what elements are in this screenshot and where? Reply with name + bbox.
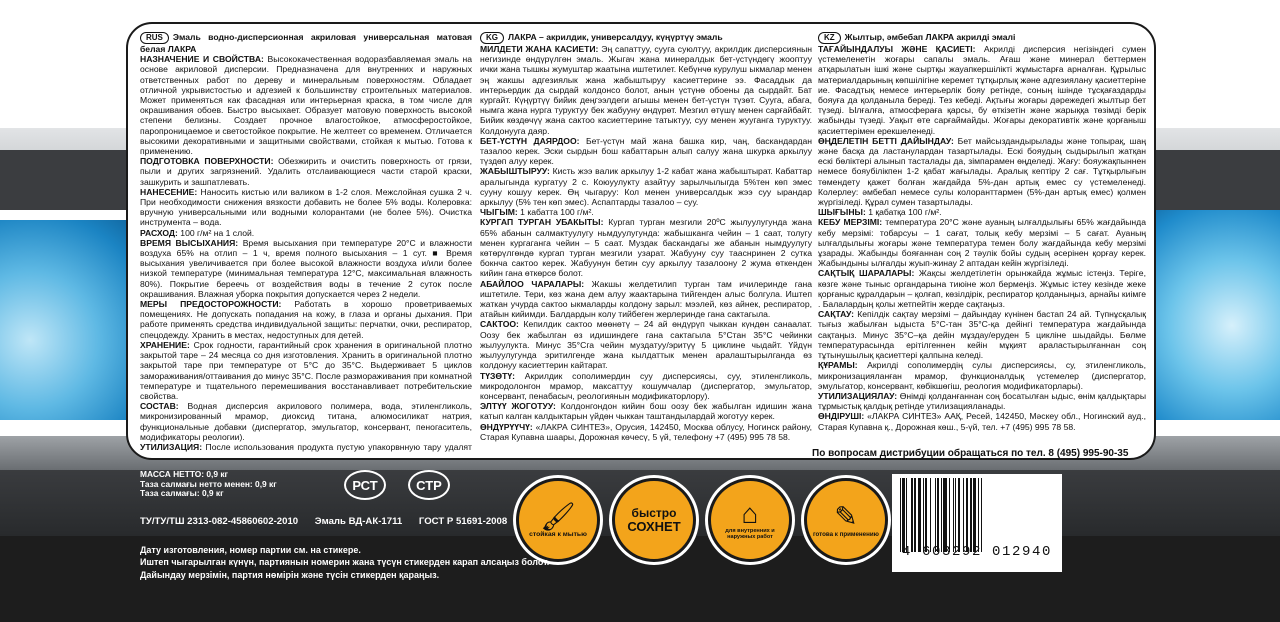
paragraphs-kz xyxy=(818,44,1146,432)
paragraph-heading-ru: ХРАНЕНИЕ: xyxy=(140,339,190,350)
house-icon: ⌂ xyxy=(741,497,759,529)
paragraph-heading-ru: ПОДГОТОВКА ПОВЕРХНОСТИ: xyxy=(140,156,274,167)
paragraph-heading-kg: ЭЛТҮҮ ЖОГОТУУ: xyxy=(480,401,556,412)
barcode-number: 4 603292 012940 xyxy=(901,544,1053,560)
barcode-bars xyxy=(900,478,1054,552)
paragraph-ru xyxy=(140,187,472,228)
certification-mark-rst xyxy=(344,470,386,500)
paragraph-heading-kg: ӨНДҮРҮҮЧҮ: xyxy=(480,421,533,432)
paragraph-heading-kg: КУРГАП ТУРГАН УБАКЫТЫ: xyxy=(480,217,604,228)
paragraph-heading-ru: УТИЛИЗАЦИЯ: xyxy=(140,441,203,452)
badge-indoor-outdoor xyxy=(708,478,792,562)
paragraph-text-kz: Кепілдік сақтау мерзімі – дайындау күнінен бастап 24 ай. Түпнұсқалық тығыз жабылған ыдыста 5°С-тан 35°С-қа дейінгі температура жағдайында сақтаңыз. Минус 35°С–қа дейін мұздау/еруден 5 цикліне шыдайды. Бөлме температурасында ерітілгеннен кейін мұқият араластырылғаннан соң тұтынушылық қасиеттері қалпына келеді. xyxy=(818,309,1146,361)
paragraph-text-kg: Кургап турган мезгили 20ºС жылуулугунда жана 65% абанын салмактуулугу ньмдуулугунда: жабышканга чейин – 1 саат, толугу менен кургаганга чейин – 5 саат. Муздак баскандагы же абанын нымдуулугу көтөрүлгөндө кургап турган мезгили узарат. Жабууну суу тааснринен 2 сутка бокнча сактоо керек. Жабуунун бетин суу аркылуу тазалоону 2 жума өткенден кийин гана өткөрсө болот. xyxy=(480,217,812,279)
net-mass-block xyxy=(140,470,277,499)
paragraph-text-ru: Время высыхания при температуре 20°С и влажности воздуха 65% на отлип – 1 ч, время полного высыхания – 1 сут. ■ Время высыхания увеличивается при более высокой влажности воздуха и/или более низкой температуре (минимальная температура 12°С, максимальная влажность 80%). Покрытие береечь от воздействия воды в течение 2 суток после окрашивания. Влажная уборка покрытия допускается через 2 недели. xyxy=(140,237,472,299)
paragraph-ru xyxy=(140,228,472,238)
paragraph-kg xyxy=(480,422,812,442)
paragraph-kg xyxy=(480,207,812,217)
footer-notes xyxy=(140,544,549,581)
paragraph-text-ru: 100 г/м² на 1 слой. xyxy=(177,227,255,238)
paragraph-text-ru: Водная дисперсия акрилового полимера, вода, этиленгликоль, микронизированный мрамор, диоксид титана, алюмосиликат натрия, функциональные добавки (диспергатор, эмульгатор, консервант, пеногаситель, модификаторы реологии). xyxy=(140,401,472,442)
paragraph-heading-kg: АБАЙЛОО ЧАРАЛАРЫ: xyxy=(480,278,585,289)
footer-note-kg: Иштеп чыгарылган күнүн, партиянын номерин жана түсүн стикерден карап алсаңыз болот. xyxy=(140,557,550,568)
net-mass-kz: Таза салмағы: 0,9 кг xyxy=(140,488,224,499)
paragraph-heading-ru: ВРЕМЯ ВЫСЫХАНИЯ: xyxy=(140,237,239,248)
standard-vd: Эмаль ВД-АК-1711 xyxy=(314,516,403,527)
column-title-kz: Жылтыр, әмбебап ЛАКРА акрилді эмалі xyxy=(844,32,1016,42)
paragraph-text-kz: Бет майсыздандырылады және топырақ, шаң және басқа да ластанулардан тазартылады. Ескі бояудың сыдырылып жатқан ескі бөліктері алынып тасталады да, зімпарамен өңделеді. Жағу: бояужақпыннен немесе бояубілікпен 1-2 қабат жағылады. Аралық кептіру 2 сағ. Тұтқырлығын төмендету қажет болған жағдайда 5%-дан артық емес су үстемеленеді. Колерлеу: әмбебап немесе сулы колоранттармен (5%-дан артық емес) қолмен жүргізіледі. Құрал сумен тазартылады. xyxy=(818,135,1146,208)
paragraph-heading-ru: РАСХОД: xyxy=(140,227,178,238)
standard-tu: ТУ/ТУ/ТШ 2313-082-45860602-2010 xyxy=(140,516,299,527)
paragraph-text-kg: Кепилдик сактоо мөөнөтү – 24 ай өндүрүп чыккан күндөн санаалат. Оозу бек жабылган өз идишиндеге гана сактагыла 5°Стан 35°С чейинки жылуулукта. Минус 35°Сга чейин муздатуу/эритүү 5 циклине чыдайт. Үйдүн жылуулугунда эритилгенде жана кылдаттык менен аралаштырылганда өз колдонуу касиеттерин кайтарат. xyxy=(480,319,812,371)
paragraph-kz xyxy=(818,44,1146,136)
paragraph-text-kg: 1 кабатта 100 г/м². xyxy=(517,207,594,218)
label-text-panel xyxy=(126,22,1156,460)
column-kazakh xyxy=(818,32,1146,452)
standards-line xyxy=(140,516,521,527)
paragraph-kg xyxy=(480,217,812,278)
footer-note-kz: Дайындау мерзімін, партия нөмірін және түсін стикерден қараңыз. xyxy=(140,569,440,580)
badge-fast-dry-line1: быстро xyxy=(631,506,677,520)
paragraph-ru xyxy=(140,442,472,452)
column-kyrgyz xyxy=(480,32,812,452)
paragraph-kg xyxy=(480,319,812,370)
paragraph-heading-kz: КЕБУ МЕРЗІМІ: xyxy=(818,217,883,228)
paragraph-heading-kz: ӨҢДЕЛЕТІН БЕТТІ ДАЙЫНДАУ: xyxy=(818,135,954,146)
paragraph-text-kg: Колдонгондон кийин бош оозу бек жабылган идишин жана катып калган калдыктарын үйдөн чыккан таштандылардай жоготуу керек. xyxy=(480,401,812,422)
distribution-contact: По вопросам дистрибуции обращаться по тел. 8 (495) 995-90-35 xyxy=(812,448,1129,459)
paragraph-text-ru: Наносить кистью или валиком в 1-2 слоя. Межслойная сушка 2 ч. При необходимости снижения вязкости добавить не более 5% воды. Колеровка: вручную универсальными или водными колорантами (не более 5%). Очистка инструмента – вода. xyxy=(140,186,472,228)
paragraph-text-ru: После использования продукта пустую упакорвнную тару удалят xyxy=(205,441,472,452)
barcode-bar xyxy=(982,478,983,552)
badge-ready-to-use xyxy=(804,478,888,562)
badge-washable-label: стойкая к мытью xyxy=(529,530,587,538)
certification-mark-str xyxy=(408,470,450,500)
column-title-kg: ЛАКРА – акрилдик, универсалдуу, күңүртүү эмаль xyxy=(508,32,723,42)
paragraph-kz xyxy=(818,136,1146,207)
brush-water-icon: 🖌 xyxy=(540,500,576,532)
barcode xyxy=(892,474,1062,572)
paragraph-text-kz: Акрилді сополимердің сулы дисперсиясы, су, этиленгликоль, микронизацияланған мрамор, функционалдық үстемелер (диспергатор, эмульгатор, консервант, көбікшөгіш, реология модификаторлары). xyxy=(818,360,1146,391)
footer-note-ru: Дату изготовления, номер партии см. на стикере. xyxy=(140,545,361,555)
paragraph-kz xyxy=(818,391,1146,411)
paintbrush-icon: ✎ xyxy=(834,500,858,532)
paragraph-text-kz: Өнімді қолданғаннан соң босатылған ыдыс, өнім қалдықтары тұрмыстық қалдық ретінде утилизацияланады. xyxy=(818,390,1146,412)
paragraph-text-kg: Эң сапаттуу, сууга суюлтуу, акрилдик дисперсиянын негизинде өндүрүлгөн эмаль. Жыгач жана минералдык бет-үстүндөгү жооптуу ички жана тышкы жумуштар жаатына иштетилет. Кебүнчө курулуш ыкмалар менен эң жакшы адгезиялык жана жабыштыруу касиеттерине ээ. Фасаддык да интерьердик да сырдай колдонсо болот, анын үстүнө обоены да сырдайт. Бат кургайт. Күңүртүү бийик деңгээлдеги агышы менен бет-үстүн түзөт. Сууга, абага, нымга жана нурга туруктуу бек жабууну өндүрөт. Мезгил өтүшү менен сарғайбайт. Бийик көздөчүү жана сактоо касиеттерине татыктуу, суу менен жууганга туруктуу. Колдонууга даяр. xyxy=(480,44,812,136)
paragraph-kz xyxy=(818,360,1146,391)
net-mass-ru: МАССА НЕТТО: 0,9 кг xyxy=(140,469,229,479)
paragraph-heading-kz: ӨНДІРУШІ: xyxy=(818,411,865,422)
paragraph-heading-kg: БЕТ-ҮСТҮН ДАЯРДОО: xyxy=(480,135,580,146)
paragraph-text-kz: температура 20°С және ауаның ылғалдылығы 65% жағдайында кебу мерзімі: тобарсуы – 1 сағат, толық кебу мерзімі – 5 сағат. Ауаның ылғалдылығы жоғары және температура темен болу жағдайында кебу мерзімі ұзарады. Жабынды бояғаннан соң 2 тәулік бойы судың әсерінен қорғау керек. Жабындыны ылғалды жуып-жинау 2 аптадан кейін жүргізіледі. xyxy=(818,217,1146,269)
lang-badge-ru: RUS xyxy=(140,32,169,44)
certification-mark-rst-text: РСТ xyxy=(352,477,378,493)
net-mass-kg: Таза салмағы нетто менен: 0,9 кг xyxy=(140,478,277,489)
paragraph-heading-ru: СОСТАВ: xyxy=(140,401,179,412)
paragraph-kg xyxy=(480,44,812,136)
lang-badge-kg: KG xyxy=(480,32,504,44)
paragraph-text-ru: Срок годности, гарантийный срок хранения в оригинальной плотно закрытой таре – 24 месяца со дня изготовления. Хранить в оригинальной плотно закрытой таре при температуре от 5°С до 35°С. Выдерживает 5 циклов замораживания/оттаивания до минус 35°С. После размораживания при комнатной температуре и тщательного перемешивания восстанавливает потребительские свойства. xyxy=(140,339,472,401)
badge-fast-dry-line2: СОХНЕТ xyxy=(627,519,681,534)
paragraph-text-kz: Жақсы желдетілетін орынжайда жұмыс істеңіз. Терігe, көзге және тыныс органдарына тиюіне жол бермеңіз. Жұмыс істеу кезінде жеке қорғаныс құралдарын – қолғап, көзілдірік, респиратор қолданыңыз, арнайы киімге . Балалардың қолы жетпейтін жерде сақтаңыз. xyxy=(818,268,1146,310)
badge-fast-dry xyxy=(612,478,696,562)
paragraph-heading-kz: САҚТЫҚ ШАРАЛАРЫ: xyxy=(818,268,915,279)
paragraph-heading-kz: ҚҰРАМЫ: xyxy=(818,360,858,371)
paragraph-ru xyxy=(140,299,472,340)
paragraph-text-ru: Обезжирить и очистить поверхность от грязи, пыли и других загрязнений. Удалить отслаивающиеся части старой краски, зашкурить и зашпатлевать. xyxy=(140,156,472,187)
paragraph-heading-kz: САҚТАУ: xyxy=(818,309,855,320)
paragraph-heading-kz: ТАҒАЙЫНДАЛУЫ ЖӘНЕ ҚАСИЕТІ: xyxy=(818,44,976,54)
paragraph-kg xyxy=(480,401,812,421)
paragraph-kz xyxy=(818,207,1146,217)
paragraph-text-kz: Акрилді дисперсия негізіндегі сумен үстемеленетін жоғары сапалы эмаль. Ағаш және минерал беттермен атқарылатын ішкі және сыртқы жауапкершілікті жұмыстарға арналған. Құрылыс материалдарының көпшілігіне керемет тұтқырлық және адгезиялану қасиеттеріне ие. Фасадтық немесе интерьерлік бояу ретінде, соның ішінде тұсқағаздарды бояуға да қолданыла береді. Тез кебеді. Ақтығы жоғары дәрежедегі жылтыр бет түзеді. Ылғалға, атмосфераға қарсы, бу өткізетін және жарыққа төзімді берік жабынды түзеді. Уақыт өте сарғаймайды. Жоғары декоративтік және қорғаныш қасиеттерімен ерекшеленеді. xyxy=(818,44,1146,136)
lang-badge-kz: KZ xyxy=(818,32,841,44)
paragraph-heading-kg: ТҮЗӨТҮ: xyxy=(480,370,515,381)
paragraph-kg xyxy=(480,166,812,207)
paragraph-text-kg: Жакшы желдетилип турган там ичилеринде гана иштетиле. Тери, көз жана дем алуу жаактарына тийгенден алыс болгула. Иштеп жаткан учурда сактоо ыкмаларды колдону зарыл: мээлей, көз айнек, респиратор, атайын кийимди. Балдардын колу тийбеген жерлеринде гана сактагыла. xyxy=(480,278,812,320)
paragraph-heading-kg: САКТОО: xyxy=(480,319,519,330)
paragraph-ru xyxy=(140,401,472,442)
paragraph-text-kz: «ЛАКРА СИНТЕЗ» ААҚ, Ресей, 142450, Мәскеу обл., Ногинский ауд., Старая Купавна қ., Дорожная көш., 5-үй, тел. +7 (495) 995 78 58. xyxy=(818,411,1146,432)
paragraph-kz xyxy=(818,217,1146,268)
paragraph-heading-kg: ЧЫГЫМ: xyxy=(480,207,518,218)
paragraph-kg xyxy=(480,279,812,320)
paragraph-text-ru: Высококачественная водоразбавляемая эмаль на основе акриловой дисперсии. Предназначена для внутренних и наружных ответственных работ по дереву и минеральным поверхностям. Обладает отличной укрывистостью и адгезией к большинству строительных материалов. Может применяться как фасадная или интерьерная краска, в том числе для окрашивания обоев. Быстро высыхает. Образует матовую поверхность высокой степени белизны. Создает прочное влагостойкое, атмосферостойкое, паропроницаемое и светостойкое покрытие. Не желтеет со временем. Отличается высокими декоративными и защитными свойствами, стойкая к мытью. Готова к применению. xyxy=(140,54,472,157)
paragraph-ru xyxy=(140,156,472,187)
paragraph-text-kg: Бет-үстүн май жана башка кир, чаң, баскандардан тазалоо керек. Эски сырдын бош кабаттарын алып салуу жана шкурка аркылуу түздөп алуу керек. xyxy=(480,135,812,167)
column-russian xyxy=(140,32,472,452)
paragraph-heading-kz: ШЫҒЫНЫ: xyxy=(818,207,866,218)
paragraph-heading-kg: ЖАБЫШТЫРУУ: xyxy=(480,166,550,177)
paragraph-ru xyxy=(140,340,472,401)
badge-ready-label: готова к применению xyxy=(813,530,879,538)
paragraph-kg xyxy=(480,136,812,167)
paragraph-text-kg: «ЛАКРА СИНТЕЗ», Орусия, 142450, Москва облусу, Ногинск району, Старая Купавна шаары, Дорожная көчесү, 5 үй, телефону +7 (495) 995 78 58. xyxy=(480,421,812,442)
paragraphs-ru xyxy=(140,54,472,452)
paragraph-ru xyxy=(140,54,472,156)
column-title-ru: Эмаль водно-дисперсионная акриловая универсальная матовая белая ЛАКРА xyxy=(140,32,472,54)
paragraph-heading-ru: НАЗНАЧЕНИЕ И СВОЙСТВА: xyxy=(140,54,264,65)
paragraph-text-kg: Кисть жээ валик аркылуу 1-2 кабат жана жабыштырат. Кабаттар аралыгында кургатуу 2 с. Коюуулукту азайтуу зарылчылыгда 5%тен көп эмес сууну кошуу керек. Өң чыгаруу: Кол менен универсалдык жээ суу ырандар аркылуу (5% тен көп эмес). Аспаптарды тазалоо – суу. xyxy=(480,166,812,208)
badge-indoor-outdoor-label: для внутренних и наружных работ xyxy=(725,527,775,540)
paragraph-text-kz: 1 қабатқа 100 г/м². xyxy=(865,207,942,218)
paragraph-kg xyxy=(480,371,812,402)
paragraph-kz xyxy=(818,268,1146,309)
paragraph-heading-kg: МИЛДЕТИ ЖАНА КАСИЕТИ: xyxy=(480,44,599,54)
certification-mark-str-text: СТР xyxy=(416,477,442,493)
paragraph-heading-kz: УТИЛИЗАЦИЯЛАУ: xyxy=(818,390,898,401)
standard-gost: ГОСТ Р 51691-2008 xyxy=(418,516,508,527)
background-dark-block-left xyxy=(0,150,140,210)
paragraph-heading-ru: НАНЕСЕНИЕ: xyxy=(140,186,198,197)
paragraph-ru xyxy=(140,238,472,299)
paragraphs-kg xyxy=(480,44,812,442)
paragraph-text-kg: Акрилдик сополимердин суу дисперсиясы, суу, этиленгликоль, микродолонгон мрамор, максаттуу кошумчалар (диспергатор, эмульгатор, консервант, пенабасыч, реологиянын модификаторлору). xyxy=(480,370,812,401)
paragraph-kz xyxy=(818,411,1146,431)
paragraph-text-ru: Работать в хорошо проветриваемых помещениях. Не допускать попадания на кожу, в глаза и органы дыхания. При работе применять средства индивидуальной защиты: перчатки, очки, респиратор, спецодежду. Хранить в местах, недоступных для детей. xyxy=(140,299,472,340)
paragraph-heading-ru: МЕРЫ ПРЕДОСТОРОЖНОСТИ: xyxy=(140,299,282,310)
paragraph-kz xyxy=(818,309,1146,360)
